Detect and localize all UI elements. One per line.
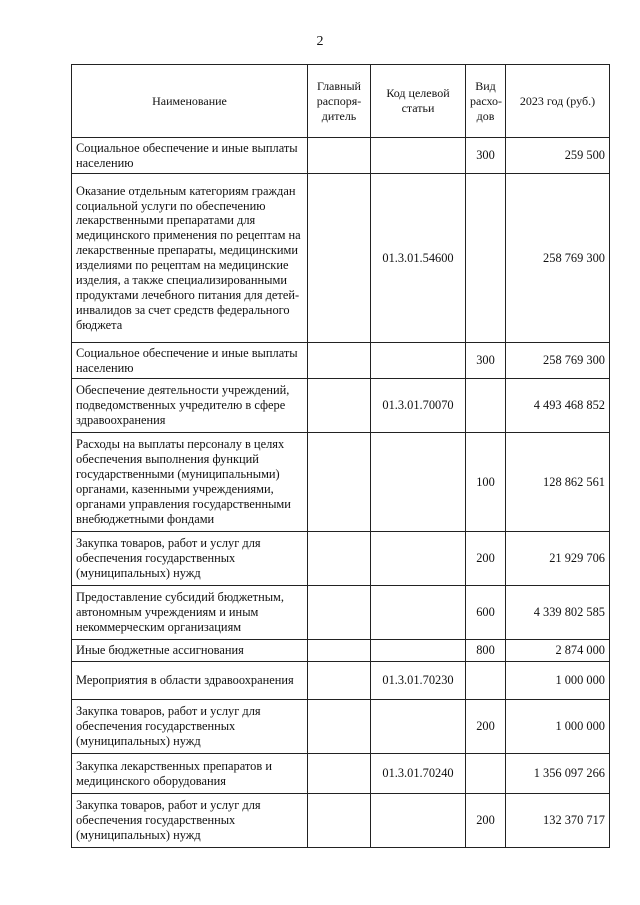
row-main-manager — [308, 532, 371, 586]
row-name: Расходы на выплаты персоналу в целях обеспечения выполнения функций государственными (муниципальными) органами, казенными учреждениями, органами управления государственными внебюджетными фондами — [72, 433, 308, 532]
row-target-code — [371, 700, 466, 754]
row-target-code — [371, 586, 466, 640]
row-amount: 258 769 300 — [506, 343, 610, 379]
row-name: Закупка лекарственных препаратов и медицинского оборудования — [72, 754, 308, 794]
row-name: Оказание отдельным категориям граждан социальной услуги по обеспечению лекарственными препаратами для медицинского применения по рецептам на лекарственные препараты, медицинскими изделиями по рецептам на медицинские изделия, а также специализированными продуктами лечебного питания для детей-инвалидов за счет средств федерального бюджета — [72, 174, 308, 343]
row-amount: 1 000 000 — [506, 662, 610, 700]
row-main-manager — [308, 700, 371, 754]
row-name: Закупка товаров, работ и услуг для обеспечения государственных (муниципальных) нужд — [72, 700, 308, 754]
row-main-manager — [308, 379, 371, 433]
row-expense-type: 300 — [466, 138, 506, 174]
row-target-code: 01.3.01.54600 — [371, 174, 466, 343]
row-main-manager — [308, 586, 371, 640]
table-row — [72, 754, 610, 794]
row-target-code: 01.3.01.70230 — [371, 662, 466, 700]
table-body — [72, 138, 610, 848]
row-main-manager — [308, 433, 371, 532]
page-number: 2 — [316, 34, 324, 49]
row-expense-type — [466, 379, 506, 433]
row-amount: 4 339 802 585 — [506, 586, 610, 640]
row-amount: 259 500 — [506, 138, 610, 174]
table-row — [72, 662, 610, 700]
row-target-code — [371, 640, 466, 662]
row-target-code: 01.3.01.70070 — [371, 379, 466, 433]
row-expense-type: 300 — [466, 343, 506, 379]
header-target-code: Код целевой статьи — [371, 65, 466, 138]
row-name: Закупка товаров, работ и услуг для обеспечения государственных (муниципальных) нужд — [72, 794, 308, 848]
row-main-manager — [308, 794, 371, 848]
row-amount: 1 356 097 266 — [506, 754, 610, 794]
row-name: Предоставление субсидий бюджетным, автономным учреждениям и иным некоммерческим организациям — [72, 586, 308, 640]
row-amount: 1 000 000 — [506, 700, 610, 754]
row-expense-type — [466, 174, 506, 343]
row-amount: 4 493 468 852 — [506, 379, 610, 433]
row-expense-type: 800 — [466, 640, 506, 662]
header-amount: 2023 год (руб.) — [506, 65, 610, 138]
row-main-manager — [308, 138, 371, 174]
table-row — [72, 174, 610, 343]
row-expense-type — [466, 754, 506, 794]
table-header — [72, 65, 610, 138]
header-expense-type: Вид расхо-дов — [466, 65, 506, 138]
table-row — [72, 433, 610, 532]
row-name: Социальное обеспечение и иные выплаты населению — [72, 343, 308, 379]
row-name: Иные бюджетные ассигнования — [72, 640, 308, 662]
row-name: Обеспечение деятельности учреждений, подведомственных учредителю в сфере здравоохранения — [72, 379, 308, 433]
row-target-code — [371, 343, 466, 379]
row-main-manager — [308, 754, 371, 794]
row-amount: 21 929 706 — [506, 532, 610, 586]
table-row — [72, 700, 610, 754]
row-expense-type: 200 — [466, 532, 506, 586]
table-row — [72, 379, 610, 433]
table-row — [72, 343, 610, 379]
table-row — [72, 138, 610, 174]
row-target-code: 01.3.01.70240 — [371, 754, 466, 794]
row-main-manager — [308, 343, 371, 379]
row-main-manager — [308, 174, 371, 343]
row-expense-type — [466, 662, 506, 700]
row-target-code — [371, 794, 466, 848]
row-amount: 132 370 717 — [506, 794, 610, 848]
row-target-code — [371, 433, 466, 532]
row-name: Закупка товаров, работ и услуг для обеспечения государственных (муниципальных) нужд — [72, 532, 308, 586]
row-amount: 2 874 000 — [506, 640, 610, 662]
row-target-code — [371, 532, 466, 586]
row-expense-type: 200 — [466, 700, 506, 754]
table-row — [72, 586, 610, 640]
row-target-code — [371, 138, 466, 174]
row-main-manager — [308, 662, 371, 700]
table-row — [72, 532, 610, 586]
table-row — [72, 640, 610, 662]
row-name: Социальное обеспечение и иные выплаты населению — [72, 138, 308, 174]
row-expense-type: 100 — [466, 433, 506, 532]
budget-table — [71, 64, 610, 848]
header-name: Наименование — [72, 65, 308, 138]
row-amount: 258 769 300 — [506, 174, 610, 343]
row-name: Мероприятия в области здравоохранения — [72, 662, 308, 700]
row-amount: 128 862 561 — [506, 433, 610, 532]
row-main-manager — [308, 640, 371, 662]
row-expense-type: 200 — [466, 794, 506, 848]
header-main-manager: Главный распоря-дитель — [308, 65, 371, 138]
row-expense-type: 600 — [466, 586, 506, 640]
table-row — [72, 794, 610, 848]
